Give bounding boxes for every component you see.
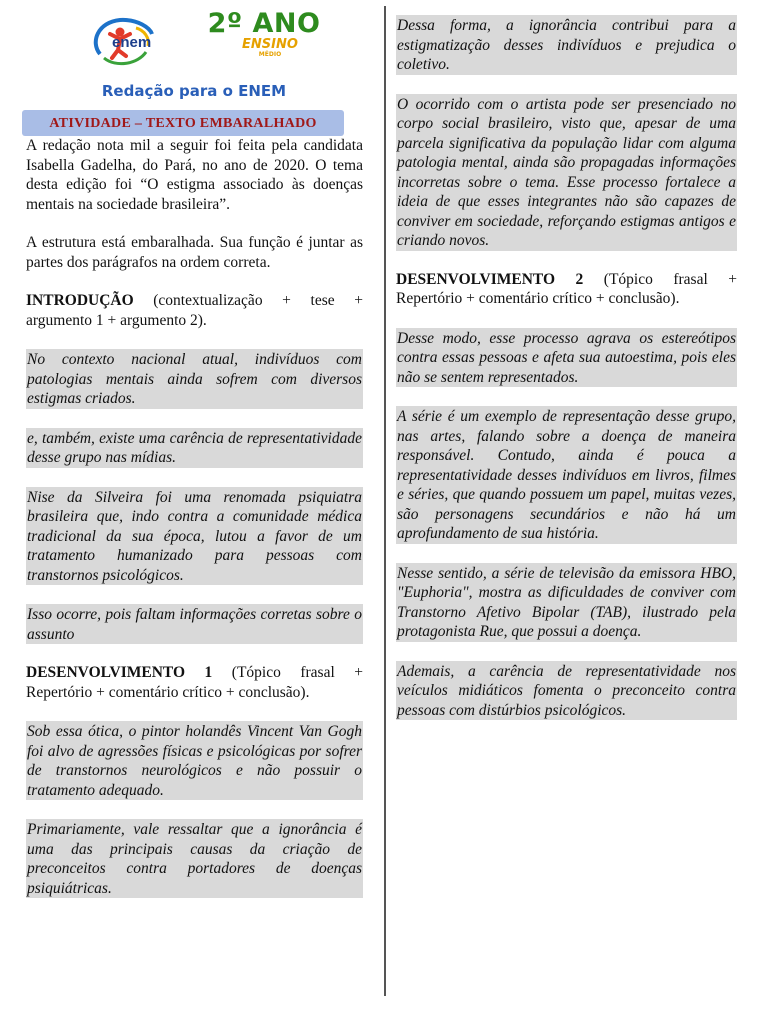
fragment-box[interactable]: Ademais, a carência de representatividade nos veículos midiáticos fomenta o preconceito contra pessoas com distúrbios psicológicos. — [397, 662, 736, 719]
fragment-box[interactable]: Nesse sentido, a série de televisão da emissora HBO, "Euphoria", mostra as dificuldades de conviver com Transtorno Afetivo Bipolar (TAB), ilustrado pela protagonista Rue, que possui a doença. — [397, 564, 736, 640]
column-divider — [384, 6, 386, 996]
fragment-box[interactable]: Sob essa ótica, o pintor holandês Vincent Van Gogh foi alvo de agressões físicas e psicológicas por sofrer de transtornos neurológicos e não possuir o tratamento adequado. — [27, 723, 362, 799]
dev2-heading-bold: DESENVOLVIMENTO 2 — [396, 270, 584, 288]
right-column — [396, 15, 737, 720]
grade-badge — [204, 10, 324, 59]
fragment-box[interactable]: Nise da Silveira foi uma renomada psiquiatra brasileira que, indo contra a comunidade médica tradicional da sua época, lutou a favor de um tratamento humanizado para pessoas com transtornos psicológicos. — [27, 488, 362, 584]
structure-paragraph: A estrutura está embaralhada. Sua função é juntar as partes dos parágrafos na ordem correta. — [26, 234, 363, 271]
grade-title: 2º ANO — [207, 8, 321, 39]
activity-title: ATIVIDADE – TEXTO EMBARALHADO — [49, 116, 317, 131]
dev1-heading-detail: (Tópico frasal + Repertório + comentário crítico + conclusão). — [26, 664, 364, 701]
fragment-box[interactable]: Primariamente, vale ressaltar que a ignorância é uma das principais causas da criação de preconceitos contra portadores de doenças psiquiátricas. — [27, 821, 362, 897]
left-column — [26, 136, 363, 898]
fragment-box[interactable]: A série é um exemplo de representação desse grupo, nas artes, falando sobre a doença de maneira responsável. Contudo, ainda é pouca a representatividade desses indivíduos em livros, filmes e séries, que quando possuem um papel, muitas vezes, são personagens secundários e não há um aprofundamento de sua história. — [397, 408, 736, 542]
dev2-heading — [396, 270, 737, 309]
dev1-heading — [26, 663, 363, 702]
fragment-box[interactable]: Dessa forma, a ignorância contribui para a estigmatização desses indivíduos e prejudica o coletivo. — [397, 17, 736, 73]
header — [26, 8, 362, 80]
fragment-box[interactable]: No contexto nacional atual, indivíduos com patologias mentais ainda sofrem com diversos estigmas criados. — [27, 351, 362, 407]
dev1-heading-bold: DESENVOLVIMENTO 1 — [26, 664, 213, 681]
intro-paragraph: A redação nota mil a seguir foi feita pela candidata Isabella Gadelha, do Pará, no ano de 2020. O tema desta edição foi “O estigma associado às doenças mentais na sociedade brasileira”. — [26, 137, 363, 213]
activity-banner — [22, 110, 344, 136]
fragment-box[interactable]: O ocorrido com o artista pode ser presenciado no corpo social brasileiro, visto que, apesar de uma parcela significativa da população lidar com alguma patologia mental, ainda são propagadas informações incorretas sobre o tema. Esse processo fortalece a ideia de que esses integrantes não são capazes de conviver em sociedade, reforçando estigmas antigos e criando novos. — [397, 95, 736, 249]
page-subtitle: Redação para o ENEM — [101, 82, 287, 100]
fragment-box[interactable]: e, também, existe uma carência de representatividade desse grupo nas mídias. — [27, 429, 362, 466]
grade-sub: MÉDIO — [258, 51, 282, 58]
intro-heading — [26, 291, 363, 330]
logo-text: enem — [112, 34, 152, 51]
fragment-box[interactable]: Isso ocorre, pois faltam informações corretas sobre o assunto — [27, 606, 362, 643]
intro-heading-detail: (contextualização + tese + argumento 1 + argumento 2). — [26, 292, 363, 329]
intro-heading-bold: INTRODUÇÃO — [26, 292, 134, 309]
grade-level: ENSINO — [242, 37, 298, 52]
dev2-heading-detail: (Tópico frasal + Repertório + comentário crítico + conclusão). — [396, 270, 738, 307]
fragment-box[interactable]: Desse modo, esse processo agrava os estereótipos contra essas pessoas e afeta sua autoestima, pois eles não se sentem representados. — [397, 329, 736, 386]
